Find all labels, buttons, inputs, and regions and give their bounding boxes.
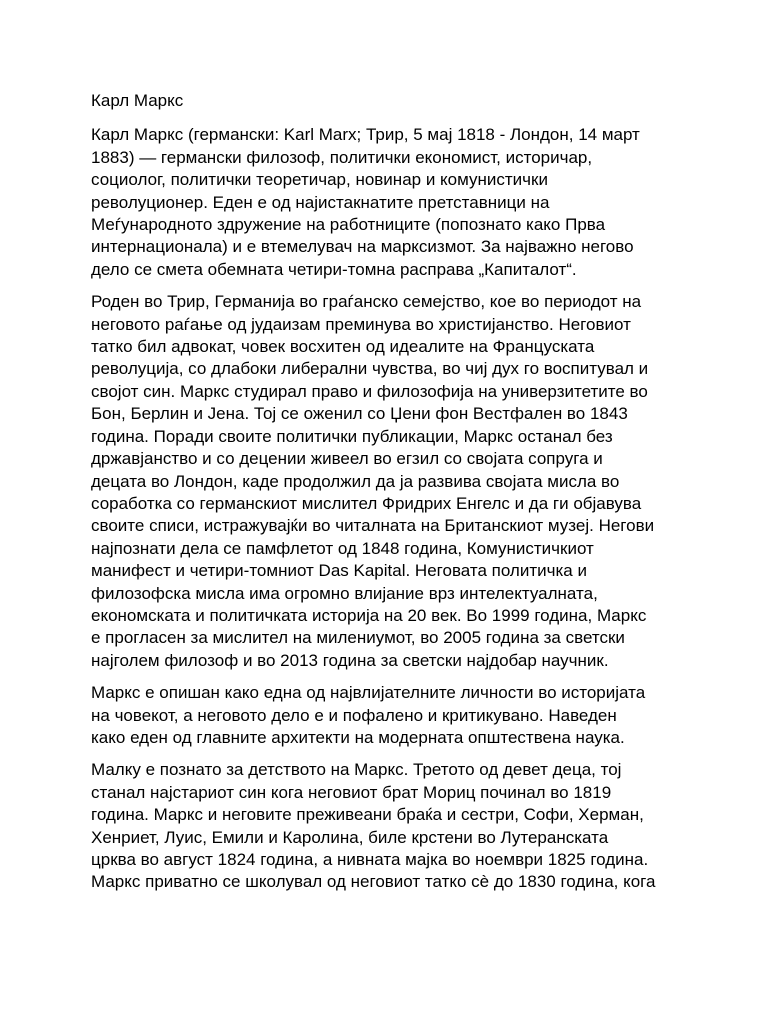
text-line: татко бил адвокат, човек восхитен од идеалите на Француската: [91, 337, 595, 357]
text-line: Карл Маркс (германски: Karl Marx; Трир, 5 мај 1818 - Лондон, 14 март: [91, 125, 640, 145]
paragraph: [91, 291, 691, 672]
text-line: Меѓународното здружение на работниците (попознато како Прва: [91, 215, 606, 235]
text-line: своите списи, истражувајќи во читалната на Британскиот музеј. Негови: [91, 516, 655, 536]
paragraph: [91, 759, 691, 893]
text-line: како еден од главните архитекти на модерната општествена наука.: [91, 727, 625, 747]
text-line: својот син. Маркс студирал право и филозофија на универзитетите во: [91, 381, 648, 401]
text-line: децата во Лондон, каде продолжил да ја развива својата мисла во: [91, 471, 620, 491]
document-body: [91, 90, 691, 904]
text-line: Роден во Трир, Германија во граѓанско семејство, кое во периодот на: [91, 292, 642, 312]
text-line: Хенриет, Луис, Емили и Каролина, биле крстени во Лутеранската: [91, 827, 609, 847]
text-line: интернационала) и е втемелувач на марксизмот. За најважно негово: [91, 237, 634, 257]
text-line: црква во август 1824 година, а нивната мајка во ноември 1825 година.: [91, 850, 649, 869]
text-line: на човекот, а неговото дело е и пофалено и критикувано. Наведен: [91, 705, 617, 725]
paragraph-list: [91, 124, 691, 893]
document-title: Карл Маркс: [91, 91, 184, 110]
text-line: најпознати дела се памфлетот од 1848 година, Комунистичкиот: [91, 538, 594, 558]
text-line: филозофска мисла има огромно влијание врз интелектуалната,: [91, 583, 598, 603]
text-line: Бон, Берлин и Јена. Тој се оженил со Џени фон Вестфален во 1843: [91, 404, 628, 424]
text-line: револуција, со длабоки либерални чувства, во чиј дух го воспитувал и: [91, 359, 649, 379]
text-line: најголем филозоф и во 2013 година за светски најдобар научник.: [91, 650, 609, 670]
text-line: станал најстариот син кога неговиот брат Мориц починал во 1819: [91, 782, 612, 802]
text-line: Малку е познато за детството на Маркс. Третото од девет деца, тој: [91, 760, 622, 780]
text-line: година. Маркс и неговите преживеани браќа и сестри, Софи, Херман,: [91, 805, 644, 825]
text-line: економската и политичката историја на 20 век. Во 1999 година, Маркс: [91, 605, 647, 625]
text-line: државјанство и со децении живеел во егзил со својата сопруга и: [91, 449, 603, 469]
text-line: Маркс приватно се школувал од неговиот татко сè до 1830 година, кога: [91, 872, 656, 892]
paragraph: [91, 124, 691, 281]
text-line: Маркс е опишан како една од највлијателните личности во историјата: [91, 683, 646, 703]
text-line: 1883) — германски филозоф, политички економист, историчар,: [91, 147, 593, 167]
text-line: година. Поради своите политички публикации, Маркс останал без: [91, 426, 613, 446]
text-line: е прогласен за мислител на милениумот, во 2005 година за светски: [91, 628, 625, 648]
text-line: соработка со германскиот мислител Фридрих Енгелс и да ги објавува: [91, 493, 642, 513]
text-line: револуционер. Еден е од најистакнатите претставници на: [91, 192, 550, 212]
text-line: неговото раѓање од јудаизам преминува во христијанство. Неговиот: [91, 314, 631, 334]
text-line: дело се смета обемната четири-томна расправа „Капиталот“.: [91, 259, 577, 279]
text-line: манифест и четири-томниот Das Kapital. Неговата политичка и: [91, 561, 587, 581]
text-line: социолог, политички теоретичар, новинар и комунистички: [91, 170, 548, 190]
paragraph: [91, 682, 691, 749]
